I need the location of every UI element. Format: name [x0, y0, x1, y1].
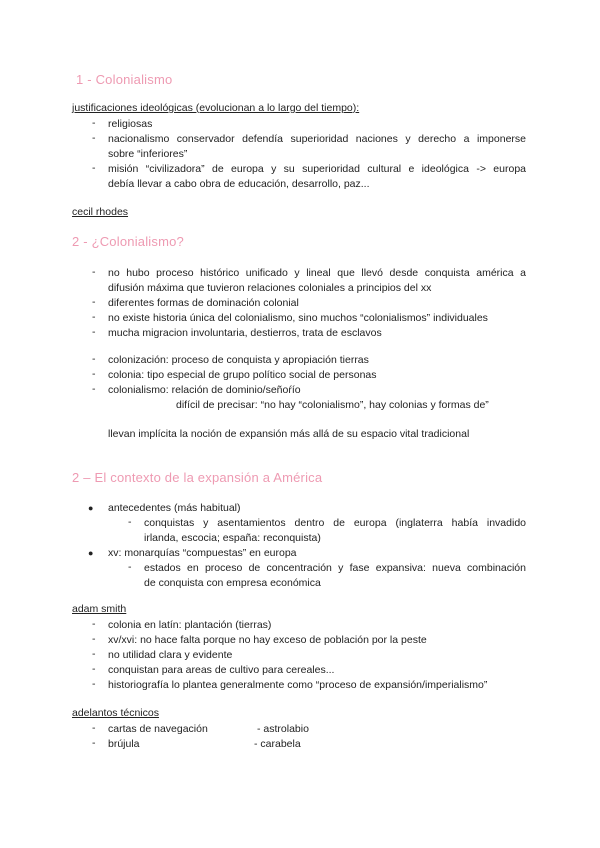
- dash-mark: -: [128, 516, 132, 528]
- definition-item: colonialismo: relación de dominio/señoŕío: [108, 384, 301, 396]
- list-item-continuation: debía llevar a cabo obra de educación, desarrollo, paz...: [108, 178, 370, 190]
- heading-colonialismo: 1 - Colonialismo: [76, 72, 173, 87]
- list-item: xv/xvi: no hace falta porque no hay exceso de población por la peste: [108, 634, 427, 646]
- sub-item: conquistas y asentamientos dentro de europa (inglaterra había invadido: [144, 517, 526, 529]
- subheading-cecil-rhodes: cecil rhodes: [72, 206, 129, 218]
- bullet-mark: ●: [88, 548, 94, 558]
- sub-item-continuation: irlanda, escocia; españa: reconquista): [144, 532, 321, 544]
- list-item: brújula: [108, 738, 140, 750]
- list-item: no existe historia única del colonialismo, sino muchos “colonialismos” individuales: [108, 312, 488, 324]
- list-item-right: - astrolabio: [257, 723, 309, 735]
- list-item: historiografía lo plantea generalmente como “proceso de expansión/imperialismo”: [108, 679, 488, 691]
- list-item: diferentes formas de dominación colonial: [108, 297, 299, 309]
- dash-mark: -: [92, 132, 96, 144]
- list-item: no utilidad clara y evidente: [108, 649, 233, 661]
- dash-mark: -: [92, 353, 96, 365]
- list-item: conquistan para areas de cultivo para cereales...: [108, 664, 335, 676]
- list-item: misión “civilizadora” de europa y su superioridad cultural e ideológica -> europa: [108, 163, 526, 175]
- subheading-adam-smith: adam smith: [72, 603, 127, 615]
- implicit-note: llevan implícita la noción de expansión más allá de su espacio vital tradicional: [108, 428, 470, 440]
- dash-mark: -: [92, 663, 96, 675]
- dash-mark: -: [92, 383, 96, 395]
- heading-contexto-expansion: 2 – El contexto de la expansión a América: [72, 470, 323, 485]
- dash-mark: -: [92, 722, 96, 734]
- list-item: religiosas: [108, 118, 153, 130]
- dash-mark: -: [92, 162, 96, 174]
- dash-mark: -: [92, 618, 96, 630]
- subheading-justificaciones: justificaciones ideológicas (evolucionan a lo largo del tiempo):: [72, 102, 360, 114]
- definition-note: difícil de precisar: “no hay “colonialismo”, hay colonias y formas de”: [176, 399, 489, 411]
- heading-colonialismo-question: 2 - ¿Colonialismo?: [72, 234, 184, 249]
- dash-mark: -: [92, 326, 96, 338]
- dash-mark: -: [128, 561, 132, 573]
- dash-mark: -: [92, 266, 96, 278]
- bullet-item: antecedentes (más habitual): [108, 502, 241, 514]
- dash-mark: -: [92, 633, 96, 645]
- bullet-mark: ●: [88, 503, 94, 513]
- list-item-continuation: difusión máxima que tuvieron relaciones coloniales a principios del xx: [108, 282, 432, 294]
- sub-item-continuation: de conquista con empresa económica: [144, 577, 321, 589]
- sub-item: estados en proceso de concentración y fase expansiva: nueva combinación: [144, 562, 526, 574]
- list-item: no hubo proceso histórico unificado y lineal que llevó desde conquista américa a: [108, 267, 526, 279]
- list-item: colonia en latín: plantación (tierras): [108, 619, 272, 631]
- definition-item: colonización: proceso de conquista y apropiación tierras: [108, 354, 369, 366]
- dash-mark: -: [92, 368, 96, 380]
- list-item: mucha migracion involuntaria, destierros, trata de esclavos: [108, 327, 382, 339]
- definition-item: colonia: tipo especial de grupo político social de personas: [108, 369, 377, 381]
- dash-mark: -: [92, 648, 96, 660]
- list-item-right: - carabela: [254, 738, 301, 750]
- list-item-continuation: sobre “inferiores”: [108, 148, 188, 160]
- dash-mark: -: [92, 311, 96, 323]
- dash-mark: -: [92, 737, 96, 749]
- list-item: nacionalismo conservador defendía superioridad naciones y derecho a imponerse: [108, 133, 526, 145]
- list-item: cartas de navegación: [108, 723, 208, 735]
- dash-mark: -: [92, 117, 96, 129]
- subheading-adelantos-tecnicos: adelantos técnicos: [72, 707, 159, 719]
- dash-mark: -: [92, 296, 96, 308]
- bullet-item: xv: monarquías “compuestas” en europa: [108, 547, 297, 559]
- dash-mark: -: [92, 678, 96, 690]
